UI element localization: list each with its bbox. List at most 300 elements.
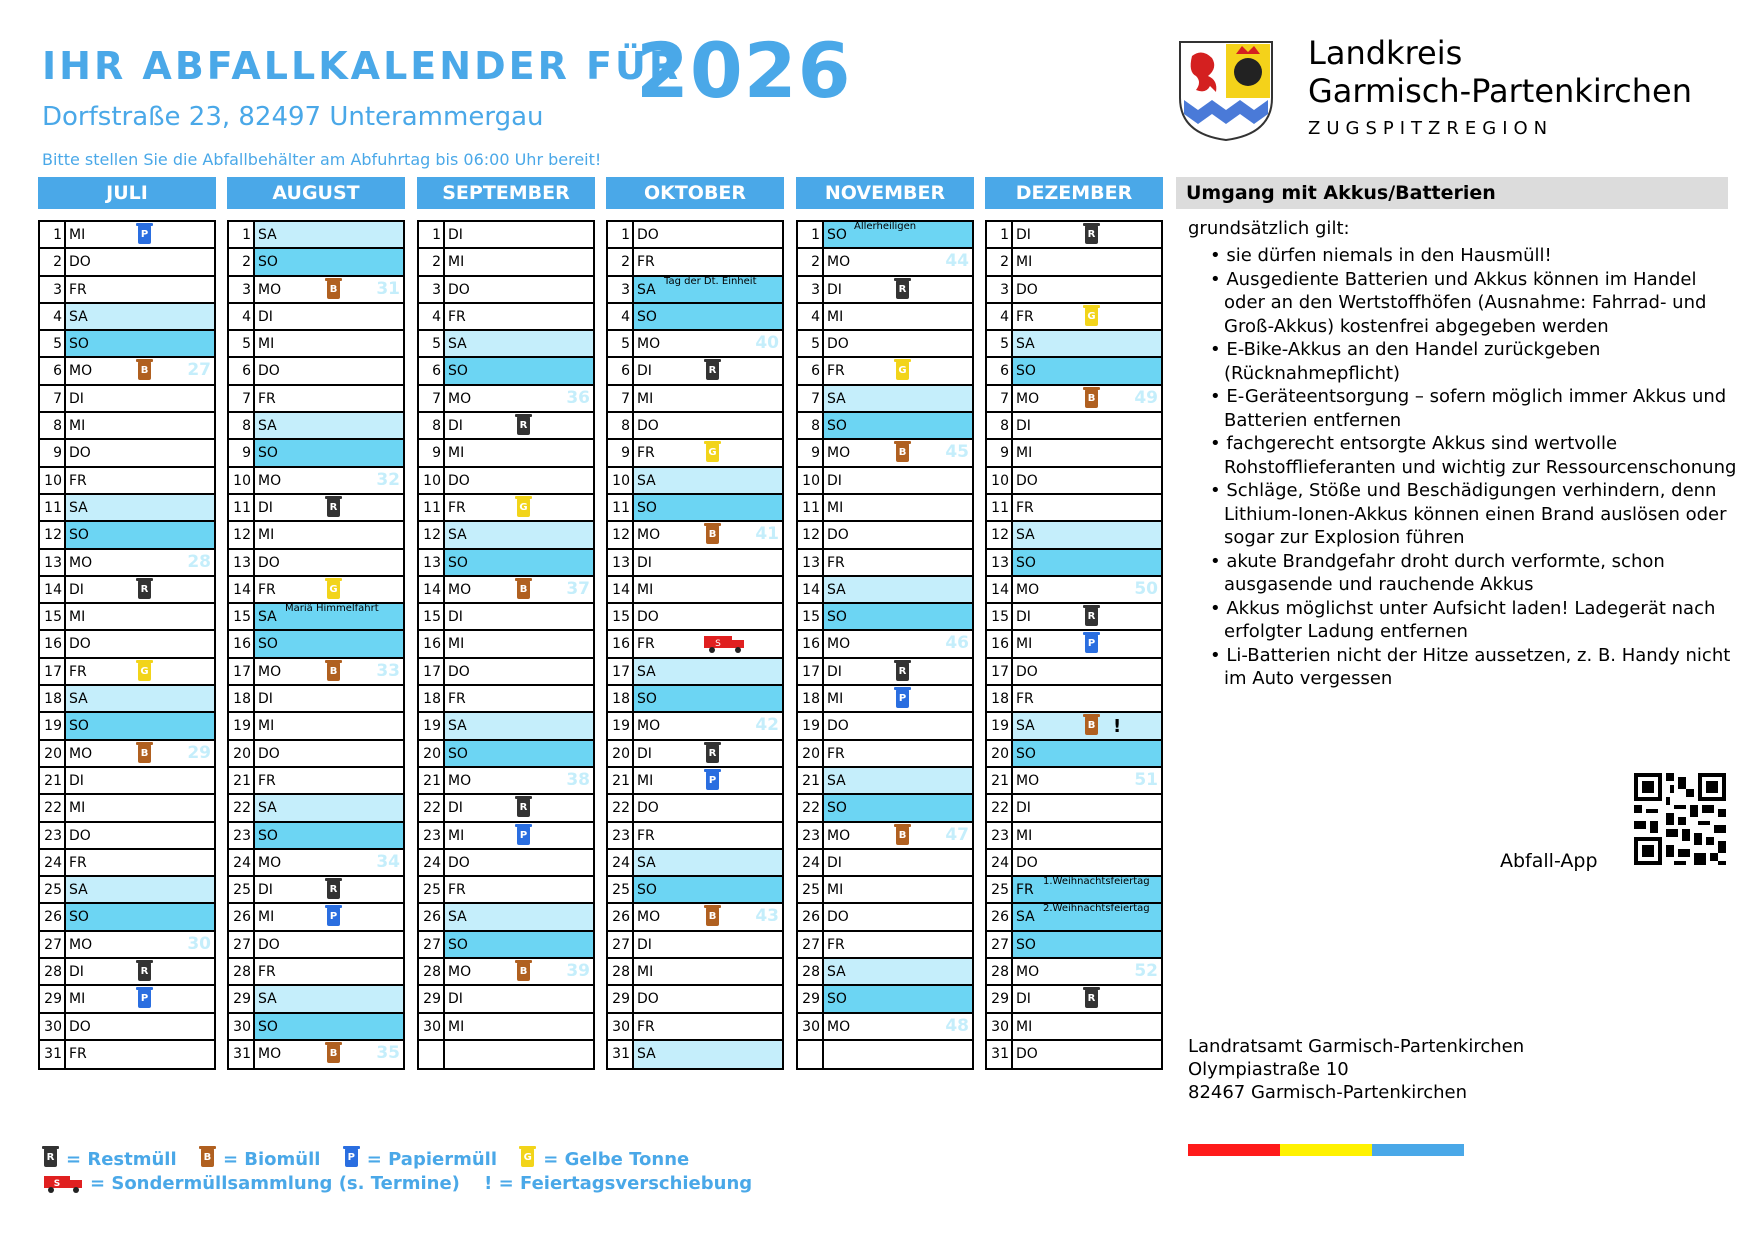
day-number: 28 (229, 959, 255, 984)
day-cell (1013, 823, 1161, 848)
day-number: 27 (229, 932, 255, 957)
day-cell (1013, 577, 1161, 602)
day-cell (1013, 413, 1161, 438)
day-cell (255, 631, 403, 656)
day-number: 7 (419, 386, 445, 411)
day-row (608, 413, 782, 440)
day-row (419, 495, 593, 522)
day-number: 2 (229, 249, 255, 274)
day-cell (824, 631, 972, 656)
day-cell (255, 986, 403, 1011)
calendar-week-number: 37 (566, 578, 590, 599)
day-row (229, 713, 403, 740)
calendar-week-number: 51 (1134, 769, 1158, 790)
day-number: 8 (229, 413, 255, 438)
abfall-app-label: Abfall-App (1500, 850, 1598, 872)
papiermuell-bin-icon: P (1085, 634, 1098, 653)
day-row (608, 222, 782, 249)
day-row (608, 1041, 782, 1068)
holiday-name: Tag der Dt. Einheit (664, 275, 757, 287)
biomuell-bin-icon: B (896, 826, 909, 845)
weekday: MI (258, 527, 275, 544)
day-number: 25 (40, 877, 66, 902)
day-row (229, 249, 403, 276)
day-cell (66, 413, 214, 438)
day-number: 24 (40, 850, 66, 875)
day-row (40, 959, 214, 986)
day-number: 7 (987, 386, 1013, 411)
day-number: 25 (798, 877, 824, 902)
legend-holiday-shift: ! = Feiertagsverschiebung (484, 1173, 753, 1194)
day-cell (445, 631, 593, 656)
day-number: 26 (229, 904, 255, 929)
day-number: 9 (229, 440, 255, 465)
weekday: MO (1016, 772, 1040, 789)
weekday: DO (637, 609, 659, 626)
weekday: MI (1016, 445, 1033, 462)
day-cell (824, 1014, 972, 1039)
day-row (608, 604, 782, 631)
day-row (798, 577, 972, 604)
day-number: 3 (798, 277, 824, 302)
day-cell (255, 932, 403, 957)
weekday: SO (637, 882, 657, 899)
day-number: 30 (987, 1014, 1013, 1039)
day-row (798, 1041, 972, 1068)
day-number: 1 (608, 222, 634, 247)
calendar-week-number: 49 (1134, 387, 1158, 408)
day-row (419, 768, 593, 795)
day-cell (66, 277, 214, 302)
day-cell (445, 1014, 593, 1039)
day-row (419, 932, 593, 959)
qr-code-icon[interactable] (1634, 773, 1726, 865)
weekday: DI (258, 499, 273, 516)
day-cell (1013, 631, 1161, 656)
day-row (987, 659, 1161, 686)
day-row (40, 631, 214, 658)
weekday: SA (827, 772, 846, 789)
day-number: 17 (608, 659, 634, 684)
day-cell (66, 304, 214, 329)
day-number: 3 (229, 277, 255, 302)
weekday: DO (827, 718, 849, 735)
holiday-name: 1.Weihnachtsfeiertag (1043, 876, 1150, 888)
day-cell (1013, 550, 1161, 575)
day-row (987, 986, 1161, 1013)
weekday: MI (448, 1018, 465, 1035)
weekday: MO (637, 527, 661, 544)
day-row (40, 741, 214, 768)
day-row (987, 604, 1161, 631)
day-cell (255, 495, 403, 520)
day-row (229, 631, 403, 658)
day-row (798, 522, 972, 549)
battery-info-item: • Ausgediente Batterien und Akkus können im Handel oder an den Wertstoffhöfen (Ausnahme: Fahrrad- und Groß-Akkus) kostenfrei abgegeben werden (1210, 268, 1740, 339)
day-number: 15 (40, 604, 66, 629)
day-row (229, 686, 403, 713)
calendar-week-number: 39 (566, 961, 590, 982)
day-cell (255, 304, 403, 329)
weekday: MO (637, 336, 661, 353)
papiermuell-bin-icon: P (138, 225, 151, 244)
day-number: 29 (229, 986, 255, 1011)
svg-text:S: S (715, 639, 721, 650)
day-cell (255, 823, 403, 848)
weekday: SA (637, 472, 656, 489)
weekday: SO (69, 336, 89, 353)
biomuell-bin-icon: B (896, 443, 909, 462)
day-number: 2 (987, 249, 1013, 274)
day-number: 24 (987, 850, 1013, 875)
day-number: 18 (987, 686, 1013, 711)
weekday: SA (258, 227, 277, 243)
weekday: SA (69, 882, 88, 899)
battery-info-item: • akute Brandgefahr droht durch verformte, schon ausgasende und rauchende Akkus (1210, 550, 1740, 597)
day-cell (66, 850, 214, 875)
weekday: SO (69, 718, 89, 735)
day-cell (445, 304, 593, 329)
day-row (987, 1041, 1161, 1068)
weekday: SO (827, 609, 847, 626)
weekday: MO (637, 909, 661, 926)
day-cell (66, 440, 214, 465)
calendar-week-number: 36 (566, 387, 590, 408)
weekday: DI (448, 800, 463, 817)
weekday: SO (637, 691, 657, 708)
day-number: 31 (608, 1041, 634, 1068)
day-row (987, 1014, 1161, 1041)
biomuell-bin-icon: B (1085, 389, 1098, 408)
weekday: MO (1016, 390, 1040, 407)
holiday-name: Allerheiligen (854, 221, 917, 232)
day-cell (824, 413, 972, 438)
day-cell (255, 468, 403, 493)
day-cell (445, 986, 593, 1011)
day-number: 30 (798, 1014, 824, 1039)
day-cell (445, 741, 593, 766)
day-row (419, 386, 593, 413)
battery-info-item: • Akkus möglichst unter Aufsicht laden! Ladegerät nach erfolgter Ladung entfernen (1210, 597, 1740, 644)
weekday: DI (69, 390, 84, 407)
day-row (608, 358, 782, 385)
gelbe-tonne-bin-icon: G (896, 361, 909, 380)
day-cell (445, 1041, 593, 1068)
day-cell (66, 468, 214, 493)
day-cell (634, 577, 782, 602)
day-row (40, 795, 214, 822)
weekday: SA (448, 909, 467, 926)
day-row (229, 795, 403, 822)
weekday: MI (448, 254, 465, 271)
day-row (419, 577, 593, 604)
day-cell (445, 768, 593, 793)
day-cell (634, 440, 782, 465)
day-row (40, 850, 214, 877)
day-number: 29 (419, 986, 445, 1011)
day-row (608, 877, 782, 904)
day-row (229, 1014, 403, 1041)
weekday: DO (637, 991, 659, 1008)
weekday: MI (637, 964, 654, 981)
day-number: 15 (229, 604, 255, 629)
calendar-week-number: 31 (376, 278, 400, 299)
calendar-week-number: 28 (187, 551, 211, 572)
day-row (798, 413, 972, 440)
weekday: SA (448, 527, 467, 544)
day-cell (634, 713, 782, 738)
day-row (419, 222, 593, 249)
day-cell (1013, 1041, 1161, 1068)
weekday: MI (827, 499, 844, 516)
biomuell-bin-icon: B (327, 662, 340, 681)
month-days (417, 220, 595, 1070)
day-cell (255, 659, 403, 684)
biomuell-bin-icon: B (201, 1148, 214, 1167)
day-row (608, 932, 782, 959)
day-number: 22 (608, 795, 634, 820)
day-cell (255, 604, 403, 629)
day-number: 16 (798, 631, 824, 656)
day-cell (634, 249, 782, 274)
calendar-week-number: 47 (945, 824, 969, 845)
day-cell (255, 768, 403, 793)
day-number: 31 (40, 1041, 66, 1068)
weekday: MO (827, 827, 851, 844)
weekday: MI (1016, 827, 1033, 844)
weekday: FR (1016, 499, 1034, 516)
day-row (798, 850, 972, 877)
day-number: 16 (229, 631, 255, 656)
weekday: SO (448, 936, 468, 953)
day-row (229, 550, 403, 577)
day-cell (66, 986, 214, 1011)
day-cell (1013, 304, 1161, 329)
day-cell (634, 358, 782, 383)
battery-info-item: • fachgerecht entsorgte Akkus sind wertvolle Rohstofflieferanten und wichtig zur Ressourcenschonung (1210, 432, 1740, 479)
day-row (608, 495, 782, 522)
day-row (229, 468, 403, 495)
day-number: 21 (419, 768, 445, 793)
day-row (229, 1041, 403, 1068)
restmuell-bin-icon: R (517, 416, 530, 435)
day-number: 8 (987, 413, 1013, 438)
day-cell (66, 1014, 214, 1039)
day-row (987, 823, 1161, 850)
day-number: 10 (608, 468, 634, 493)
day-number: 20 (40, 741, 66, 766)
day-number: 9 (40, 440, 66, 465)
day-number: 13 (608, 550, 634, 575)
weekday: MO (258, 281, 282, 298)
weekday: MI (1016, 636, 1033, 653)
weekday: SA (637, 281, 656, 298)
day-number: 21 (987, 768, 1013, 793)
day-number: 19 (798, 713, 824, 738)
day-row (798, 277, 972, 304)
day-row (419, 249, 593, 276)
day-number: 6 (608, 358, 634, 383)
day-row (419, 277, 593, 304)
day-row (419, 468, 593, 495)
day-number: 5 (229, 331, 255, 356)
day-number: 27 (40, 932, 66, 957)
weekday: DO (827, 527, 849, 544)
calendar-week-number: 46 (945, 633, 969, 654)
day-number: 19 (419, 713, 445, 738)
weekday: MO (827, 1018, 851, 1035)
weekday: MO (69, 745, 93, 762)
day-cell (1013, 1014, 1161, 1039)
day-cell (634, 795, 782, 820)
day-number: 11 (798, 495, 824, 520)
weekday: MI (69, 991, 86, 1008)
biomuell-bin-icon: B (327, 280, 340, 299)
day-number: 18 (608, 686, 634, 711)
day-cell (634, 1014, 782, 1039)
day-number: 24 (419, 850, 445, 875)
day-row (608, 631, 782, 658)
day-cell (634, 904, 782, 929)
day-cell (824, 550, 972, 575)
day-row (608, 823, 782, 850)
weekday: FR (448, 691, 466, 708)
day-cell (634, 768, 782, 793)
restmuell-bin-icon: R (896, 280, 909, 299)
day-number: 7 (229, 386, 255, 411)
weekday: DO (258, 745, 280, 762)
day-number: 1 (987, 222, 1013, 247)
day-number: 24 (608, 850, 634, 875)
day-cell (1013, 877, 1161, 902)
day-cell (66, 631, 214, 656)
day-number: 5 (798, 331, 824, 356)
day-row (40, 713, 214, 740)
day-number: 13 (229, 550, 255, 575)
day-number: 15 (608, 604, 634, 629)
day-cell (1013, 358, 1161, 383)
day-number: 18 (229, 686, 255, 711)
day-row (987, 468, 1161, 495)
day-cell (445, 850, 593, 875)
sondermuell-truck-icon (44, 1174, 84, 1194)
weekday: FR (637, 445, 655, 462)
day-number: 10 (40, 468, 66, 493)
weekday: SA (637, 1045, 656, 1062)
day-cell (634, 877, 782, 902)
day-row (40, 386, 214, 413)
day-number: 9 (987, 440, 1013, 465)
day-cell (255, 222, 403, 247)
day-cell (1013, 604, 1161, 629)
day-cell (634, 222, 782, 247)
day-row (40, 304, 214, 331)
weekday: SO (1016, 363, 1036, 380)
weekday: DI (448, 991, 463, 1008)
legend-gelbe-tonne: G = Gelbe Tonne (521, 1148, 689, 1172)
day-cell (1013, 850, 1161, 875)
day-row (40, 440, 214, 467)
day-number: 18 (40, 686, 66, 711)
battery-info-intro: grundsätzlich gilt: (1188, 218, 1350, 239)
day-number: 12 (40, 522, 66, 547)
day-number: 3 (608, 277, 634, 302)
office-name: Landratsamt Garmisch-Partenkirchen (1188, 1036, 1525, 1057)
day-row (419, 959, 593, 986)
day-cell (824, 713, 972, 738)
weekday: MI (69, 609, 86, 626)
day-row (987, 932, 1161, 959)
day-row (987, 249, 1161, 276)
calendar-week-number: 34 (376, 851, 400, 872)
day-row (798, 823, 972, 850)
stripe-blue (1372, 1144, 1464, 1156)
weekday: SO (1016, 554, 1036, 571)
weekday: MO (827, 254, 851, 271)
weekday: DI (637, 554, 652, 571)
holiday-name: Mariä Himmelfahrt (285, 603, 379, 615)
day-number: 5 (419, 331, 445, 356)
day-row (987, 631, 1161, 658)
day-cell (66, 741, 214, 766)
day-cell (824, 249, 972, 274)
day-cell (255, 904, 403, 929)
calendar-week-number: 48 (945, 1015, 969, 1036)
day-row (608, 386, 782, 413)
weekday: FR (258, 581, 276, 598)
day-number: 15 (798, 604, 824, 629)
weekday: DI (1016, 418, 1031, 435)
weekday: SA (448, 336, 467, 353)
weekday: MI (448, 636, 465, 653)
day-number: 10 (987, 468, 1013, 493)
day-number: 12 (229, 522, 255, 547)
month-november (796, 177, 974, 1070)
day-cell (1013, 795, 1161, 820)
weekday: FR (69, 472, 87, 489)
day-number: 27 (419, 932, 445, 957)
day-row (40, 358, 214, 385)
weekday: SO (448, 745, 468, 762)
weekday: SO (258, 827, 278, 844)
day-number: 8 (608, 413, 634, 438)
weekday: SA (258, 418, 277, 435)
day-row (608, 768, 782, 795)
household-address: Dorfstraße 23, 82497 Unterammergau (42, 102, 544, 132)
battery-info-list (1210, 244, 1740, 691)
day-row (608, 659, 782, 686)
day-cell (255, 522, 403, 547)
day-cell (634, 277, 782, 302)
svg-text:S: S (53, 1179, 61, 1189)
month-august (227, 177, 405, 1070)
day-cell (445, 386, 593, 411)
day-cell (66, 577, 214, 602)
day-cell (66, 959, 214, 984)
day-cell (445, 522, 593, 547)
day-number: 30 (608, 1014, 634, 1039)
day-row (40, 331, 214, 358)
weekday: SO (637, 308, 657, 325)
weekday: MI (258, 336, 275, 353)
day-row (987, 877, 1161, 904)
day-number: 14 (798, 577, 824, 602)
day-number: 15 (419, 604, 445, 629)
day-cell (66, 331, 214, 356)
day-number: 16 (40, 631, 66, 656)
day-row (987, 304, 1161, 331)
day-row (419, 331, 593, 358)
